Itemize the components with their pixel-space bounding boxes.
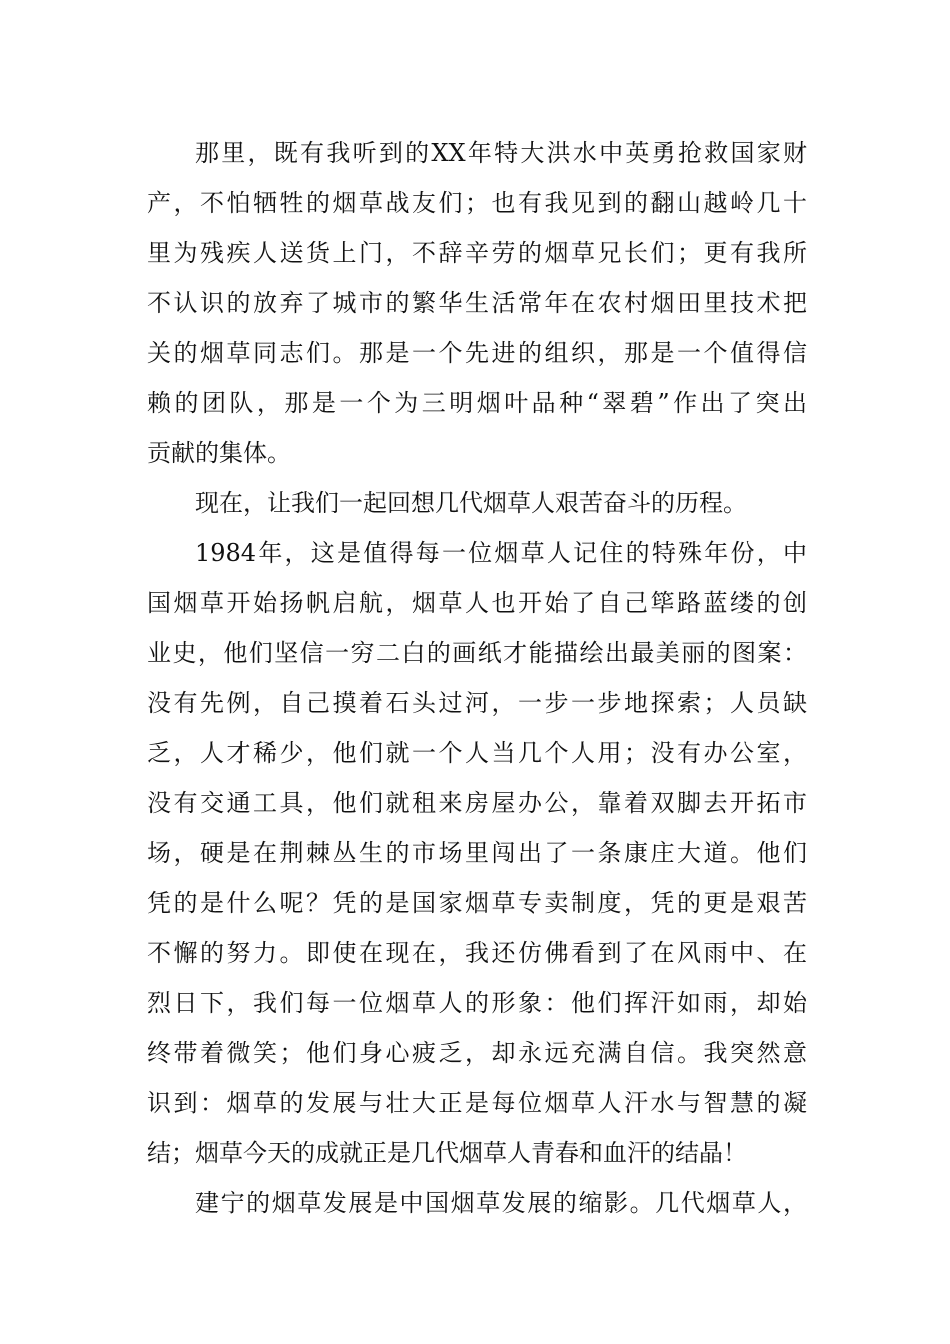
paragraph-3-line-3: 业史，他们坚信一穷二白的画纸才能描绘出最美丽的图案： (147, 639, 807, 667)
paragraph-3-line-5: 乏，人才稀少，他们就一个人当几个人用；没有办公室， (147, 739, 807, 767)
paragraph-1-line-6: 赖的团队，那是一个为三明烟叶品种“翠碧”作出了突出 (147, 389, 807, 417)
paragraph-3-line-2: 国烟草开始扬帆启航，烟草人也开始了自己筚路蓝缕的创 (147, 589, 807, 617)
paragraph-1-line-2: 产，不怕牺牲的烟草战友们；也有我见到的翻山越岭几十 (147, 189, 807, 217)
paragraph-3-line-6: 没有交通工具，他们就租来房屋办公，靠着双脚去开拓市 (147, 789, 807, 817)
paragraph-1-line-7: 贡献的集体。 (147, 439, 291, 467)
paragraph-3-line-13: 结；烟草今天的成就正是几代烟草人青春和血汗的结晶！ (147, 1139, 747, 1167)
paragraph-3-line-12: 识到：烟草的发展与壮大正是每位烟草人汗水与智慧的凝 (147, 1089, 807, 1117)
paragraph-4-line-1: 建宁的烟草发展是中国烟草发展的缩影。几代烟草人， (195, 1189, 807, 1217)
paragraph-3-line-7: 场，硬是在荆棘丛生的市场里闯出了一条康庄大道。他们 (147, 839, 807, 867)
paragraph-1-line-5: 关的烟草同志们。那是一个先进的组织，那是一个值得信 (147, 339, 807, 367)
paragraph-1-line-1: 那里，既有我听到的XX年特大洪水中英勇抢救国家财 (195, 139, 807, 167)
paragraph-3-line-4: 没有先例，自己摸着石头过河，一步一步地探索；人员缺 (147, 689, 807, 717)
paragraph-3-line-1: 1984年，这是值得每一位烟草人记住的特殊年份，中 (195, 539, 807, 567)
paragraph-3-line-11: 终带着微笑；他们身心疲乏，却永远充满自信。我突然意 (147, 1039, 807, 1067)
paragraph-2-line-1: 现在，让我们一起回想几代烟草人艰苦奋斗的历程。 (195, 489, 747, 517)
paragraph-1-line-3: 里为残疾人送货上门，不辞辛劳的烟草兄长们；更有我所 (147, 239, 807, 267)
document-body (147, 128, 807, 1228)
paragraph-3-line-9: 不懈的努力。即使在现在，我还仿佛看到了在风雨中、在 (147, 939, 807, 967)
paragraph-3-line-10: 烈日下，我们每一位烟草人的形象：他们挥汗如雨，却始 (147, 989, 807, 1017)
paragraph-1-line-4: 不认识的放弃了城市的繁华生活常年在农村烟田里技术把 (147, 289, 807, 317)
paragraph-3-line-8: 凭的是什么呢？凭的是国家烟草专卖制度，凭的更是艰苦 (147, 889, 807, 917)
